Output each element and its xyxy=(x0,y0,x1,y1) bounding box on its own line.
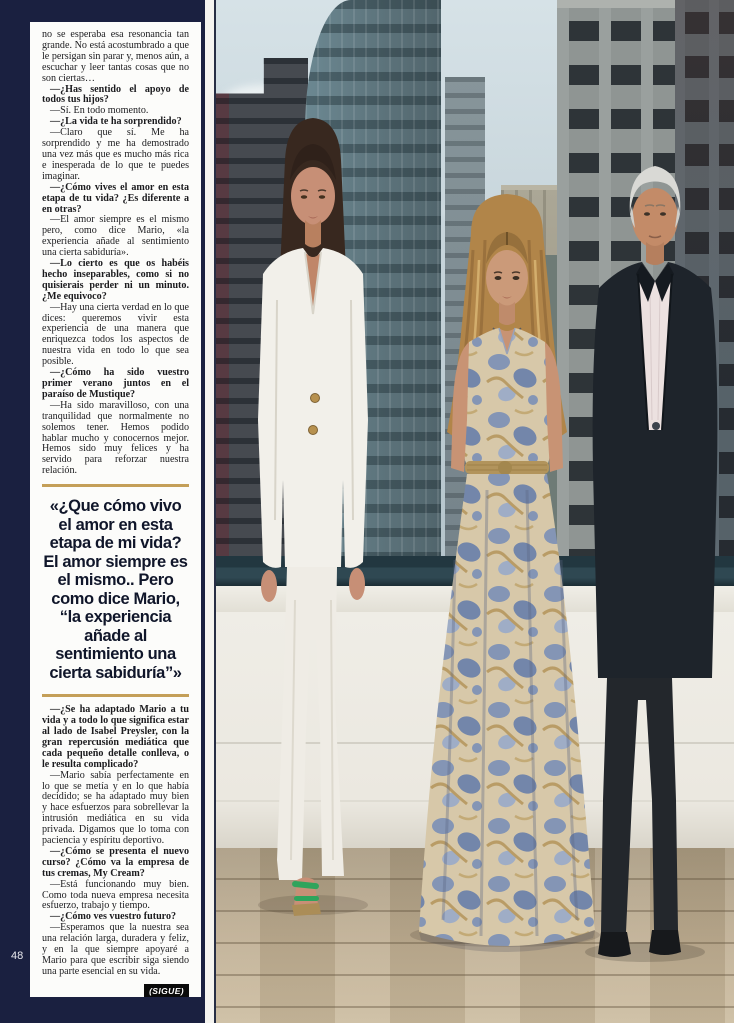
article-paragraph: no se esperaba esa resonancia tan grande. No está acostumbrado a que le persigan sin parar y, menos aún, a escuchar y leer tantas cosas que no son ciertas… xyxy=(42,29,189,84)
continuation-tag: (SIGUE) xyxy=(144,984,189,997)
figure-woman-white-suit xyxy=(258,118,368,916)
interview-question: —¿Cómo se presenta el nuevo curso? ¿Cómo va la empresa de tus cremas, My Cream? xyxy=(42,845,189,879)
interview-question: —¿Se ha adaptado Mario a tu vida y a todo lo que significa estar al lado de Isabel Preysler, con la gran repercusión mediática que cada pequeño detalle conlleva, o le resulta complicado? xyxy=(42,704,189,770)
photo-left-border-line xyxy=(214,0,216,1023)
figure-woman-floral-gown xyxy=(419,194,595,952)
article-column xyxy=(30,22,201,997)
interview-answer: —El amor siempre es el mismo pero, como dice Mario, «la experiencia añade al sentimiento una cierta sabiduría». xyxy=(42,214,189,259)
interview-answer: —Hay una cierta verdad en lo que dices: queremos vivir esta experiencia de una manera que enriquezca todos los aspectos de nuestra vida en todo lo que sea posible. xyxy=(42,301,189,368)
figure-man-dark-suit xyxy=(593,166,718,957)
page-number: 48 xyxy=(11,950,24,962)
interview-question: —¿Cómo vives el amor en esta etapa de tu vida? ¿Es diferente a en otras? xyxy=(42,181,189,215)
interview-answer: —Mario sabía perfectamente en lo que se metía y en lo que había decidido; se ha adaptado muy bien y hace esfuerzos para sobrellevar la intrusión mediática en su vida privada. Digamos que lo toma con paciencia y espíritu deportivo. xyxy=(42,769,189,847)
interview-question: —¿Cómo ha sido vuestro primer verano juntos en el paraíso de Mustique? xyxy=(42,367,189,400)
interview-question: —¿Has sentido el apoyo de todos tus hijos? xyxy=(42,83,189,106)
interview-answer: —Claro que sí. Me ha sorprendido y me ha demostrado una vez más que es mucho más rica e inesperada de lo que te puedes imaginar. xyxy=(42,127,189,182)
photo-left-border xyxy=(205,0,214,1023)
interview-question: —Lo cierto es que os habéis hecho inseparables, como si no quisierais perder ni un minuto. ¿Me equivoco? xyxy=(42,258,189,302)
interview-question: —¿Cómo ves vuestro futuro? xyxy=(50,911,177,923)
interview-answer: —Está funcionando muy bien. Como toda nueva empresa necesita esfuerzo, trabajo y tiempo. xyxy=(42,878,189,912)
figures-overlay xyxy=(205,0,734,1023)
interview-answer: —Esperamos que la nuestra sea una relación larga, duradera y feliz, y en la que siempre apoyaré a Mario para que escribir siga siendo una parte esencial en su vida. xyxy=(42,922,189,977)
interview-answer: —Ha sido maravilloso, con una tranquilidad que normalmente no solemos tener. Hemos podido hablar mucho y conocernos mejor. Hemos sido muy felices y ha servido para reforzar nuestra relación. xyxy=(42,399,189,477)
interview-question: —¿La vida te ha sorprendido? xyxy=(50,116,182,128)
interview-answer: —Sí. En todo momento. xyxy=(50,105,149,117)
photo-three-celebrities xyxy=(205,0,734,1023)
continuation-row xyxy=(42,981,189,997)
pull-quote: «¿Que cómo vivo el amor en esta etapa de mi vida? El amor siempre es el mismo.. Pero como dice Mario, “la experiencia añade al sentimiento una cierta sabiduría”» xyxy=(42,484,189,697)
article-text xyxy=(42,30,189,978)
